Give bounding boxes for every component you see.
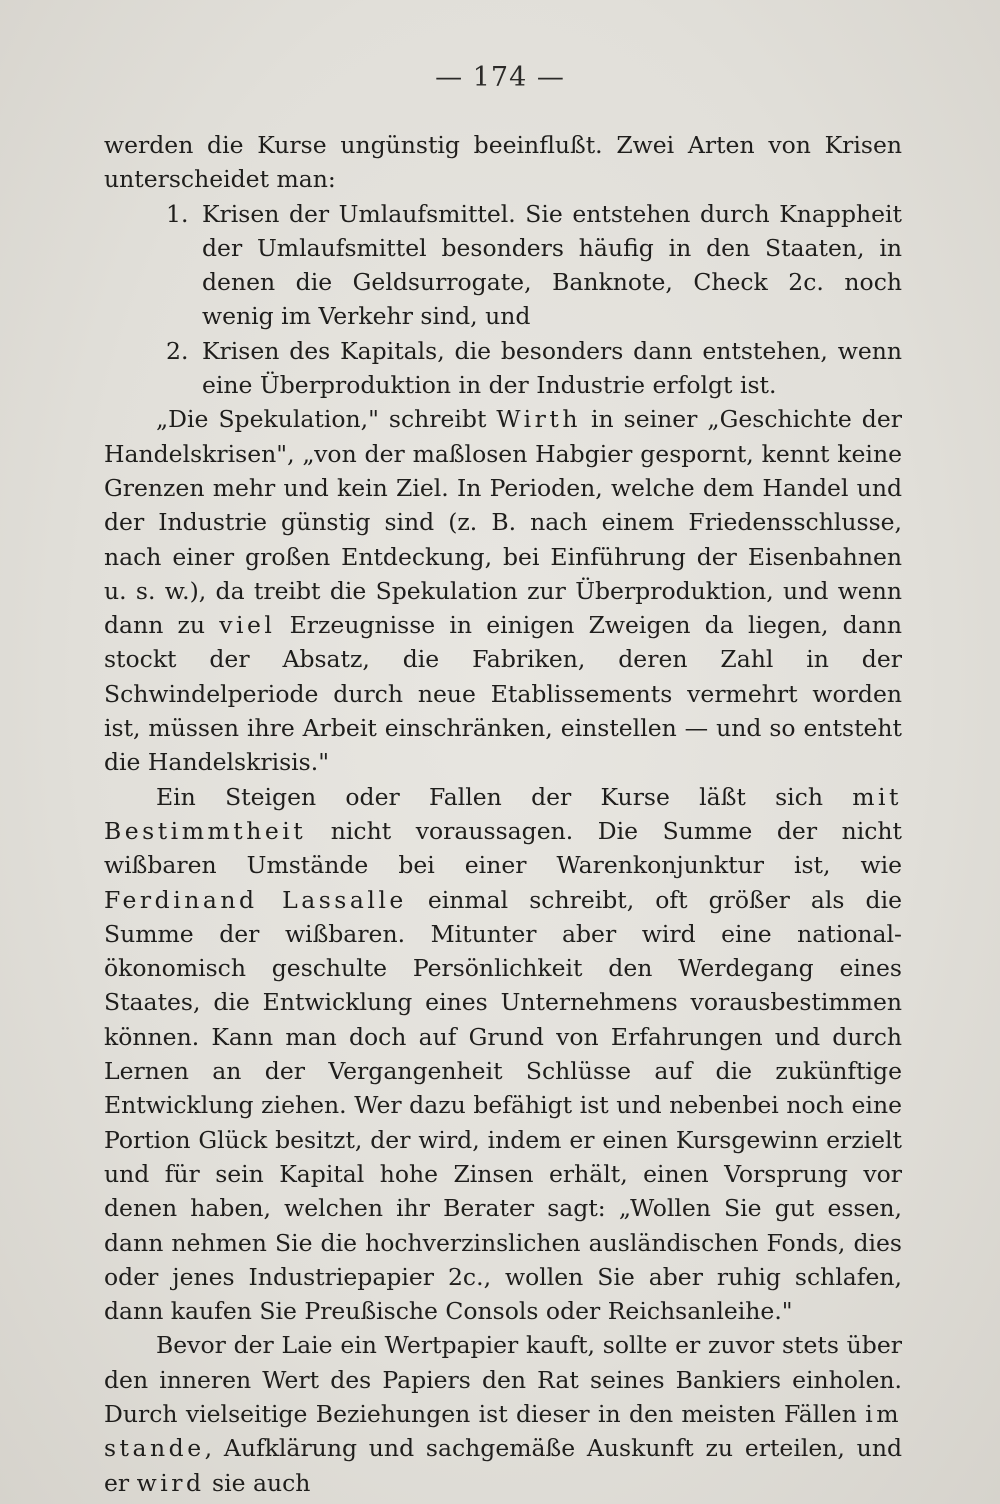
author-name: Ferdinand Lassalle [104, 885, 407, 914]
author-name: Wirth [496, 405, 581, 434]
intro-paragraph: werden die Kurse ungünstig beeinflußt. Zwei Arten von Krisen unterscheidet man: [104, 131, 902, 194]
emphasis: mit Bestimmtheit [104, 782, 902, 845]
body-text [104, 128, 902, 1500]
list-item-text: Krisen der Umlaufsmittel. Sie entstehen durch Knappheit der Umlaufsmittel besonders häufig in den Staaten, in denen die Geldsurrogate, Banknote, Check 2c. noch wenig im Verkehr sind, und [202, 199, 902, 331]
paragraph-text: in seiner „Geschichte der Handelskrisen", „von der maßlosen Habgier gespornt, kennt keine Grenzen mehr und kein Ziel. In Perioden, welche dem Handel und der Industrie günstig sind (z. B. nach einem Friedensschlusse, nach einer großen Entdeckung, bei Einführung der Eisenbahnen u. s. w.), da treibt die Spekulation zur Überproduktion, und wenn dann zu [104, 405, 902, 640]
paragraph-text: sie auch [204, 1468, 311, 1497]
paragraph-text: Erzeugnisse in einigen Zweigen da liegen, dann stockt der Absatz, die Fabriken, deren Zahl in der Schwindelperiode durch neue Etablissements vermehrt worden ist, müssen ihre Arbeit einschränken, einstellen — und so entsteht die Handelskrisis." [104, 611, 902, 777]
paragraph-text: Bevor der Laie ein Wertpapier kauft, sollte er zuvor stets über den inneren Wert des Papiers den Rat seines Bankiers einholen. Durch vielseitige Beziehungen ist dieser in den meisten Fällen [104, 1331, 902, 1428]
paragraph-text: „Die Spekulation," schreibt [156, 405, 497, 434]
list-item-2 [104, 334, 902, 403]
emphasis: viel [219, 611, 276, 640]
paragraph-text: einmal schreibt, oft größer als die Summe der wißbaren. Mitunter aber wird eine nationalökonomisch geschulte Persönlichkeit den Werdegang eines Staates, die Entwicklung eines Unternehmens vorausbestimmen können. Kann man doch auf Grund von Erfahrungen und durch Lernen an der Vergangenheit Schlüsse auf die zukünftige Entwicklung ziehen. Wer dazu befähigt ist und nebenbei noch eine Portion Glück besitzt, der wird, indem er einen Kursgewinn erzielt und für sein Kapital hohe Zinsen erhält, einen Vorsprung vor denen haben, welchen ihr Berater sagt: „Wollen Sie gut essen, dann nehmen Sie die hochverzinslichen ausländischen Fonds, dies oder jenes Industriepapier 2c., wollen Sie aber ruhig schlafen, dann kaufen Sie Preußische Consols oder Reichsanleihe." [104, 885, 902, 1326]
list-item-number: 1. [166, 199, 189, 228]
emphasis: im stande [104, 1399, 902, 1463]
paragraph-text: Ein Steigen oder Fallen der Kurse läßt sich [156, 782, 853, 811]
list-item-1 [104, 197, 902, 334]
paragraph-banker-advice [104, 1328, 902, 1499]
paragraph-prediction [104, 780, 902, 1329]
paragraph-text: nicht voraussagen. Die Summe der nicht wißbaren Umstände bei einer Warenkonjunktur ist, wie [104, 816, 902, 880]
paragraph-wirth-quote [104, 402, 902, 779]
page-number: — 174 — [435, 62, 565, 93]
list-item-text: Krisen des Kapitals, die besonders dann entstehen, wenn eine Überproduktion in der Industrie erfolgt ist. [202, 336, 902, 400]
emphasis: wird [136, 1468, 205, 1497]
list-item-number: 2. [166, 336, 189, 365]
paragraph-text: , Aufklärung und sachgemäße Auskunft zu erteilen, und er [104, 1434, 902, 1497]
